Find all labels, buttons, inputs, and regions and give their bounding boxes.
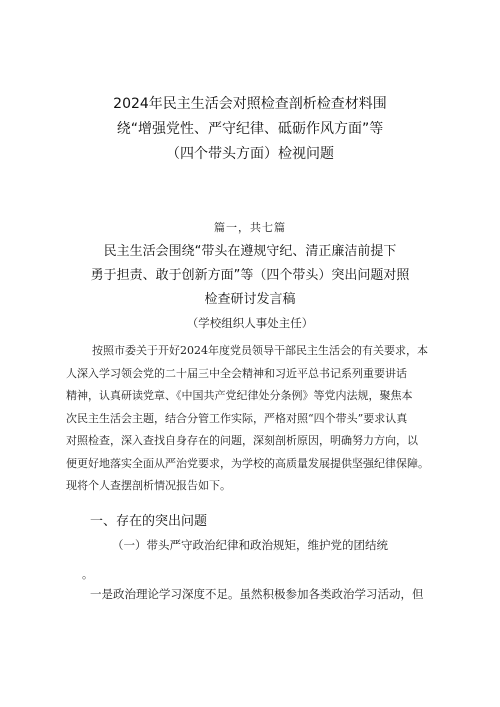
title-line-3: （四个带头方面）检视问题 [166,146,334,162]
paragraph-line: 精神，认真研读党章、《中国共产党纪律处分条例》等党内法规，聚焦本 [66,389,413,402]
paragraph-line: 次民主生活会主题，结合分管工作实际，严格对照“四个带头”要求认真 [66,411,408,425]
document-title [40,92,460,167]
paragraph-line: 一是政治理论学习深度不足。虽然积极参加各类政治学习活动，但 [90,587,424,601]
stray-punctuation: 。 [82,568,93,581]
paragraph-line: 按照市委关于开好2024年度党员领导干部民主生活会的有关要求，本 [92,344,428,357]
sub-heading: （一）带头严守政治纪律和政治规矩，维护党的团结统 [112,538,388,552]
title-line-1: 2024年民主生活会对照检查剖析检查材料围 [113,96,387,112]
speech-title-line-3: 检查研讨发言稿 [204,292,296,307]
section-heading: 一、存在的突出问题 [90,514,208,529]
intro-paragraph [66,340,446,498]
paragraph-line: 现将个人查摆剖析情况报告如下。 [66,479,231,492]
speech-title [40,240,460,312]
title-line-2: 绕“增强党性、严守纪律、砥砺作风方面”等 [116,121,384,137]
speech-title-line-1: 民主生活会围绕“带头在遵规守纪、清正廉洁前提下 [103,244,397,259]
paragraph-line: 便更好地落实全面从严治党要求，为学校的高质量发展提供坚强纪律保障。 [66,456,429,470]
part-label: 篇一，共七篇 [214,221,286,234]
author-line: （学校组织人事处主任） [186,316,314,330]
paragraph-line: 对照检查，深入查找自身存在的问题，深刻剖析原因，明确努力方向，以 [66,434,418,447]
speech-title-line-2: 勇于担责、敢于创新方面”等（四个带头）突出问题对照 [90,268,410,283]
paragraph-line: 人深入学习领会党的二十届三中全会精神和习近平总书记系列重要讲话 [66,366,407,380]
